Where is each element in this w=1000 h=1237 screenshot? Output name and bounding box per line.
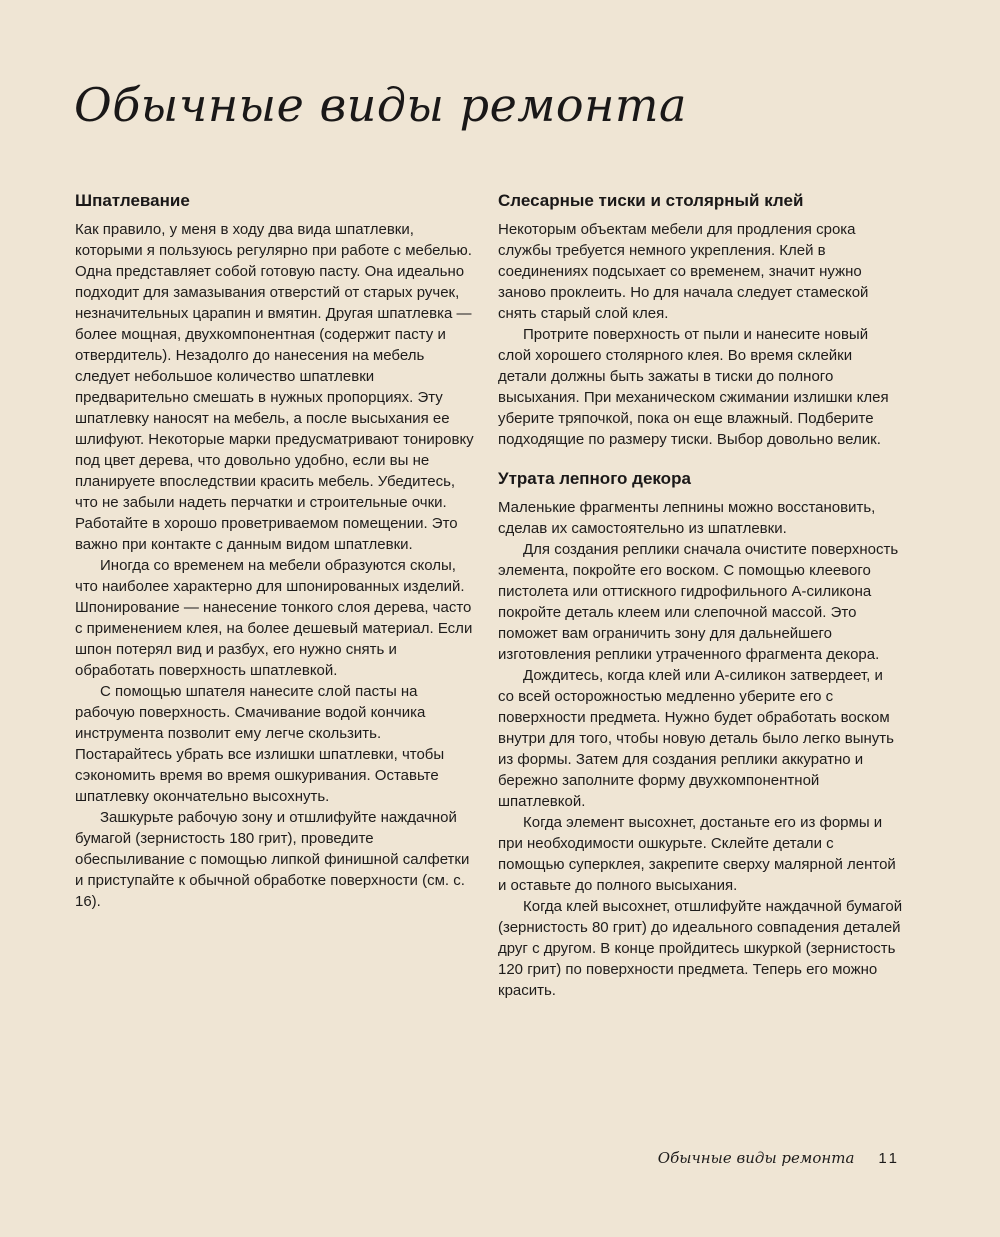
paragraph: Когда элемент высохнет, достаньте его из формы и при необходимости ошкурьте. Склейте детали с помощью суперклея, закрепите сверху малярной лентой и оставьте до полного высыхания.	[498, 814, 896, 894]
page-title: Обычные виды ремонта	[74, 78, 687, 132]
paragraph: Иногда со временем на мебели образуются сколы, что наиболее характерно для шпонированных изделий. Шпонирование — нанесение тонкого слоя дерева, часто с применением клея, на более дешевый материал. Если шпон потерял вид и разбух, его нужно снять и обработать поверхность шпатлевкой.	[75, 557, 473, 679]
section-puttying	[75, 190, 475, 912]
section-heading: Утрата лепного декора	[498, 469, 691, 488]
page-footer	[658, 1149, 900, 1167]
right-column	[498, 190, 903, 1001]
paragraph: Как правило, у меня в ходу два вида шпатлевки, которыми я пользуюсь регулярно при работе с мебелью. Одна представляет собой готовую пасту. Она идеально подходит для замазывания отверстий от старых ручек, незначительных царапин и вмятин. Другая шпатлевка — более мощная, двухкомпонентная (содержит пасту и отвердитель). Незадолго до нанесения на мебель следует небольшое количество шпатлевки предварительно смешать в нужных пропорциях. Эту шпатлевку наносят на мебель, а после высыхания ее шлифуют. Некоторые марки предусматривают тонировку под цвет дерева, что довольно удобно, если вы не планируете впоследствии красить мебель. Убедитесь, что не забыли надеть перчатки и строительные очки. Работайте в хорошо проветриваемом помещении. Это важно при контакте с данным видом шпатлевки.	[75, 221, 474, 553]
paragraph: С помощью шпателя нанесите слой пасты на рабочую поверхность. Смачивание водой кончика инструмента позволит ему легче скользить. Постарайтесь убрать все излишки шпатлевки, чтобы сэкономить время во время ошкуривания. Оставьте шпатлевку окончательно высохнуть.	[75, 683, 445, 805]
page-number: 11	[878, 1150, 900, 1167]
paragraph: Протрите поверхность от пыли и нанесите новый слой хорошего столярного клея. Во время склейки детали должны быть зажаты в тиски до полного высыхания. При механическом сжимании излишки клея уберите тряпочкой, пока он еще влажный. Подберите подходящие по размеру тиски. Выбор довольно велик.	[498, 326, 889, 448]
paragraph: Когда клей высохнет, отшлифуйте наждачной бумагой (зернистость 80 грит) до идеального совпадения деталей друг с другом. В конце пройдитесь шкуркой (зернистость 120 грит) по поверхности предмета. Теперь его можно красить.	[498, 898, 903, 999]
section-vises-and-glue	[498, 190, 903, 450]
paragraph: Для создания реплики сначала очистите поверхность элемента, покройте его воском. С помощью клеевого пистолета или оттискного гидрофильного А-силикона покройте деталь клеем или слепочной массой. Это поможет вам ограничить зону для дальнейшего изготовления реплики утраченного фрагмента декора.	[498, 541, 899, 663]
section-lost-molding	[498, 468, 903, 1001]
paragraph: Некоторым объектам мебели для продления срока службы требуется немного укрепления. Клей в соединениях подсыхает со временем, значит нужно заново проклеить. Но для начала следует стамеской снять старый слой клея.	[498, 221, 869, 322]
footer-title: Обычные виды ремонта	[657, 1149, 855, 1167]
paragraph: Зашкурьте рабочую зону и отшлифуйте наждачной бумагой (зернистость 180 грит), проведите обеспыливание с помощью липкой финишной салфетки и приступайте к обычной обработке поверхности (см. с. 16).	[75, 809, 470, 910]
paragraph: Дождитесь, когда клей или А-силикон затвердеет, и со всей осторожностью медленно уберите его с поверхности предмета. Нужно будет обработать воском внутри для того, чтобы новую деталь было легко вынуть из формы. Затем для создания реплики аккуратно и бережно заполните форму двухкомпонентной шпатлевкой.	[498, 667, 894, 810]
section-heading: Слесарные тиски и столярный клей	[498, 191, 804, 210]
paragraph: Маленькие фрагменты лепнины можно восстановить, сделав их самостоятельно из шпатлевки.	[498, 499, 876, 537]
left-column	[75, 190, 475, 912]
section-heading: Шпатлевание	[75, 191, 190, 210]
